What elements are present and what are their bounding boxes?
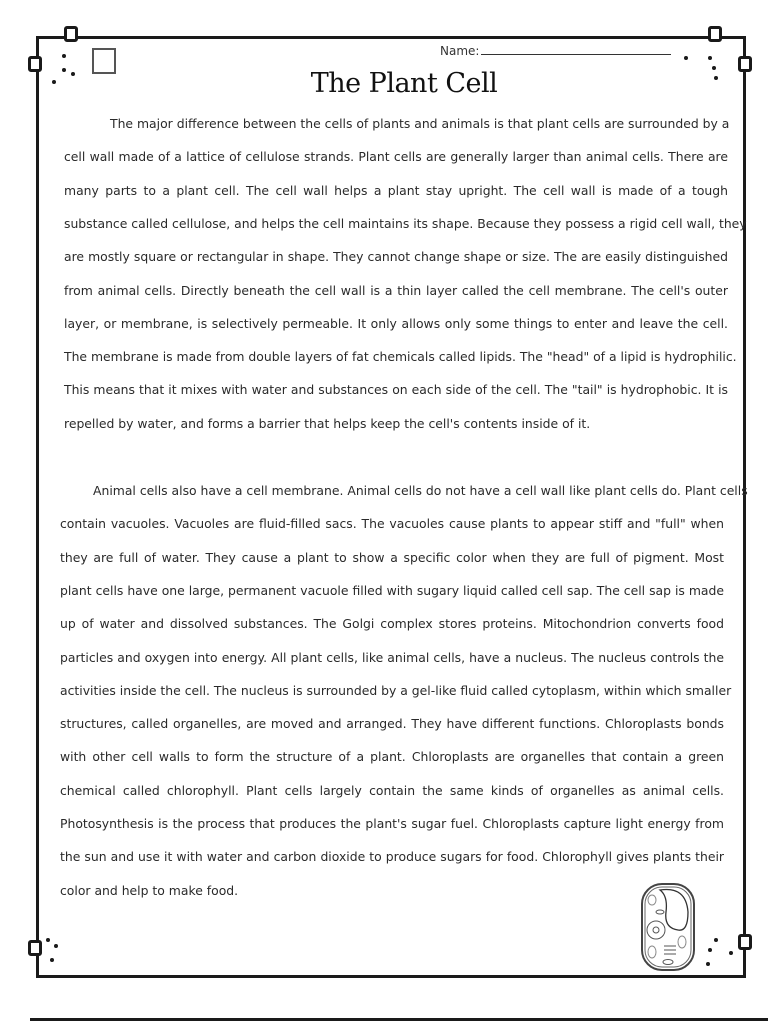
text-line: cell wall made of a lattice of cellulose strands. Plant cells are generally larger than animal cells. There are bbox=[64, 149, 728, 165]
text-line: Photosynthesis is the process that produces the plant's sugar fuel. Chloroplasts capture light energy from bbox=[60, 816, 724, 831]
decor-dot bbox=[684, 56, 688, 60]
decor-dot bbox=[62, 54, 66, 58]
text-line: substance called cellulose, and helps the cell maintains its shape. Because they possess a rigid cell wall, they bbox=[64, 215, 747, 231]
decor-dot bbox=[706, 962, 710, 966]
text-line: from animal cells. Directly beneath the cell wall is a thin layer called the cell membrane. The cell's outer bbox=[64, 282, 728, 298]
page-border bbox=[36, 36, 746, 978]
text-line: Animal cells also have a cell membrane. Animal cells do not have a cell wall like plant cells do. Plant cells bbox=[93, 483, 748, 498]
text-line: layer, or membrane, is selectively permeable. It only allows only some things to enter and leave the cell. bbox=[64, 315, 728, 331]
decor-dot bbox=[46, 938, 50, 942]
text-line: particles and oxygen into energy. All plant cells, like animal cells, have a nucleus. The nucleus controls the bbox=[60, 649, 724, 665]
border-ornament bbox=[64, 26, 78, 42]
name-field[interactable] bbox=[440, 44, 671, 58]
border-ornament bbox=[738, 934, 752, 950]
text-line: they are full of water. They cause a plant to show a specific color when they are full of pigment. Most bbox=[60, 549, 724, 565]
text-line: The membrane is made from double layers of fat chemicals called lipids. The "head" of a lipid is hydrophilic. bbox=[64, 349, 737, 365]
text-line: The major difference between the cells of plants and animals is that plant cells are surrounded by a bbox=[110, 116, 730, 131]
border-ornament bbox=[708, 26, 722, 42]
decor-dot bbox=[50, 958, 54, 962]
border-ornament bbox=[28, 940, 42, 956]
decor-dot bbox=[729, 951, 733, 955]
text-line: the sun and use it with water and carbon dioxide to produce sugars for food. Chlorophyll gives plants their bbox=[60, 849, 724, 865]
text-line: repelled by water, and forms a barrier that helps keep the cell's contents inside of it. bbox=[64, 415, 591, 431]
decor-dot bbox=[708, 56, 712, 60]
name-line[interactable] bbox=[481, 54, 671, 55]
decor-dot bbox=[708, 948, 712, 952]
decor-dot bbox=[714, 938, 718, 942]
next-page-border bbox=[30, 1018, 768, 1021]
text-line: color and help to make food. bbox=[60, 882, 239, 898]
text-line: plant cells have one large, permanent vacuole filled with sugary liquid called cell sap. The cell sap is made bbox=[60, 582, 724, 598]
page-title: The Plant Cell bbox=[310, 68, 498, 99]
text-line: activities inside the cell. The nucleus is surrounded by a gel-like fluid called cytoplasm, within which smaller bbox=[60, 682, 732, 698]
text-line: are mostly square or rectangular in shape. They cannot change shape or size. The are easily distinguished bbox=[64, 249, 728, 265]
text-line: many parts to a plant cell. The cell wall helps a plant stay upright. The cell wall is made of a tough bbox=[64, 182, 728, 198]
text-line: chemical called chlorophyll. Plant cells largely contain the same kinds of organelles as animal cells. bbox=[60, 782, 724, 798]
text-line: up of water and dissolved substances. The Golgi complex stores proteins. Mitochondrion converts food bbox=[60, 616, 724, 632]
text-line: This means that it mixes with water and substances on each side of the cell. The "tail" is hydrophobic. It is bbox=[64, 382, 728, 398]
text-line: with other cell walls to form the structure of a plant. Chloroplasts are organelles that contain a green bbox=[60, 749, 724, 765]
text-line: contain vacuoles. Vacuoles are fluid-filled sacs. The vacuoles cause plants to appear stiff and "full" when bbox=[60, 516, 724, 532]
name-label: Name: bbox=[440, 44, 480, 58]
text-line: structures, called organelles, are moved and arranged. They have different functions. Chloroplasts bonds bbox=[60, 716, 724, 732]
decor-dot bbox=[54, 944, 58, 948]
plant-cell-illustration bbox=[640, 882, 696, 972]
